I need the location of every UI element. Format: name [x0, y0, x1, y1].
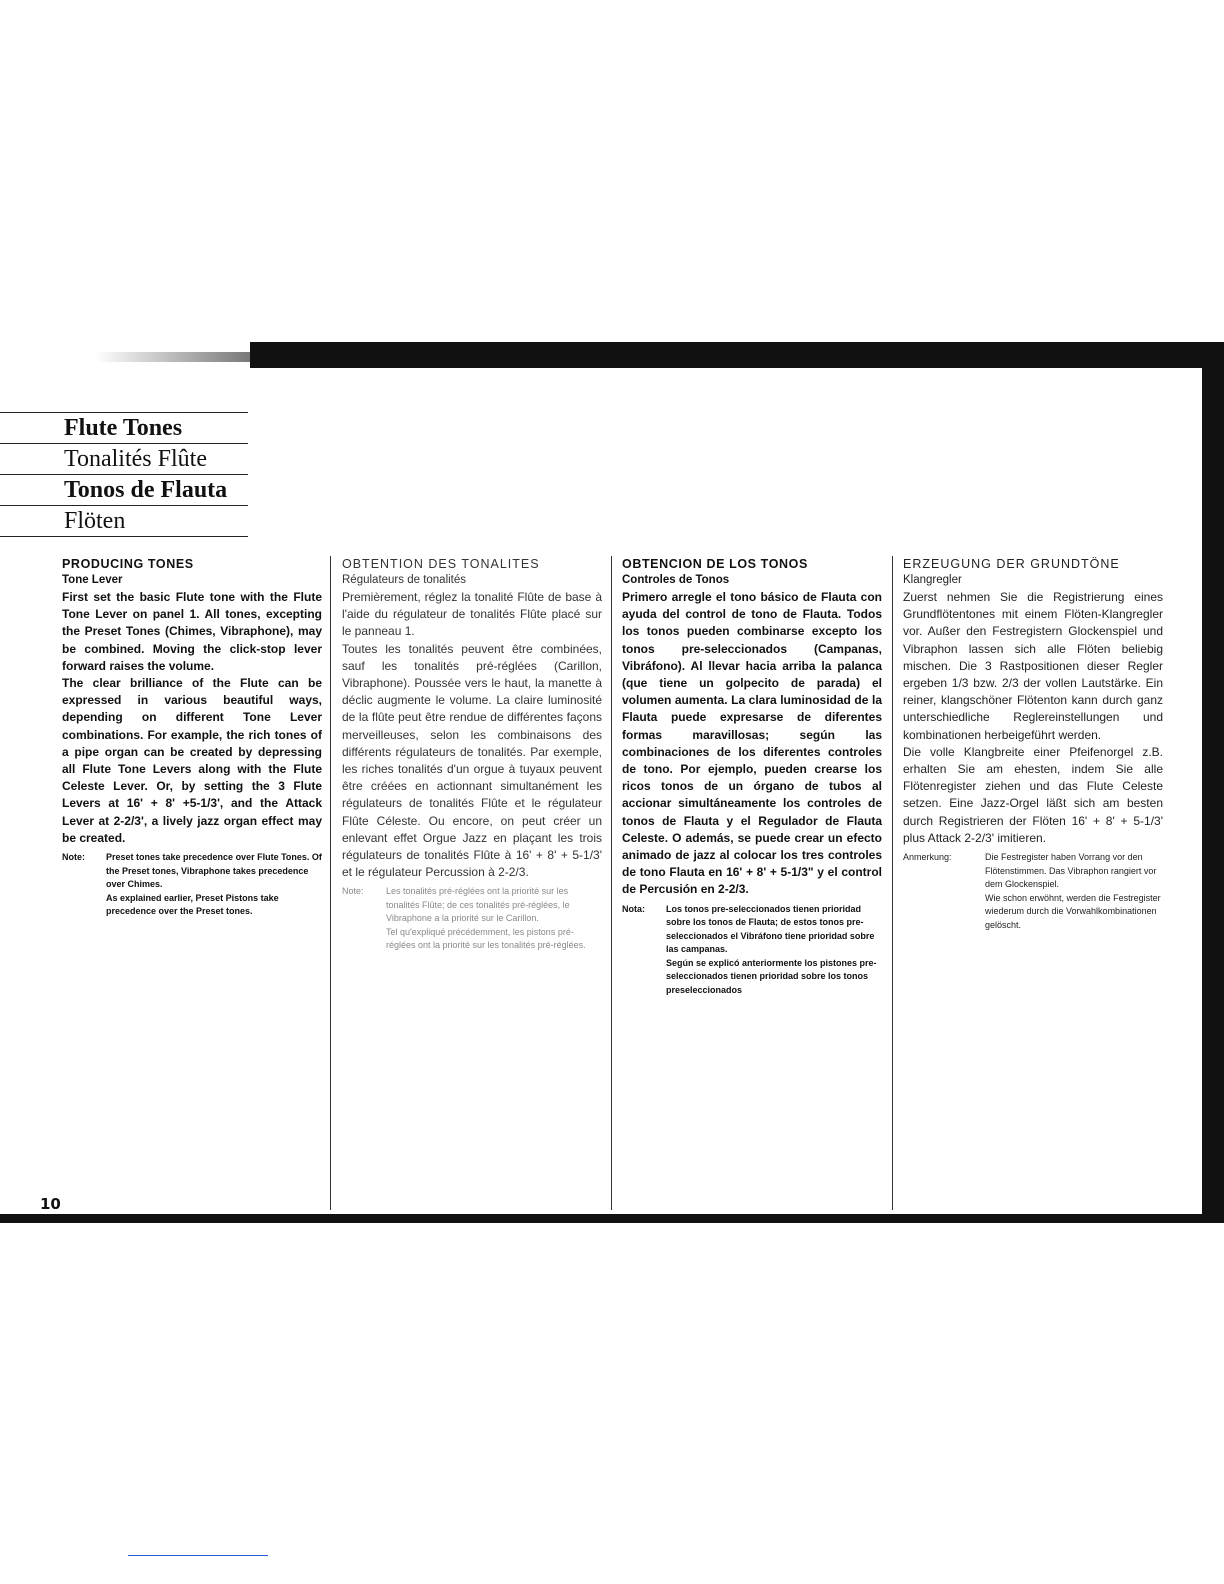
column-heading: OBTENCION DE LOS TONOS — [622, 557, 808, 571]
note — [62, 851, 322, 919]
paragraph: Toutes les tonalités peuvent être combinées, sauf les tonalités pré-réglées (Carillon, Vibraphone). Poussée vers le haut, la manette à déclic augmente le volume. La claire luminosité de la flûte peut être rendue de différentes façons merveilleuses, selon les combinaisons des différents régulateurs de tonalités. Par exemple, les riches tonalités d'un orgue à tuyaux peuvent être créées en actionnant simultanément les régulateurs de tonalités Flûte et le régulateur Flûte Céleste. Ou encore, on peut créer un enlevant effet Orgue Jazz en plaçant les trois régulateurs de tonalités Flûte à 16' + 8' + 5-1/3' et le régulateur Percussion à 2-2/3. — [342, 641, 602, 880]
note-paragraph: As explained earlier, Preset Pistons take precedence over the Preset tones. — [106, 892, 279, 917]
title-spanish — [0, 474, 248, 505]
column-divider — [611, 556, 612, 1210]
note-paragraph: Les tonalités pré-réglées ont la priorité sur les tonalités Flûte; de ces tonalités pré-réglées, le Vibraphone a la priorité sur le Carillon. — [386, 886, 570, 924]
note-body — [386, 885, 602, 953]
section-title-block — [0, 412, 248, 537]
title-french — [0, 443, 248, 474]
note-label: Note: — [342, 886, 364, 897]
paragraph: The clear brilliance of the Flute can be expressed in various beautiful ways, depending on different Tone Lever combinations. For example, the rich tones of a pipe organ can be created by depressing all Flute Tone Levers along with the Flute Celeste Lever. Or, by setting the 3 Flute Levers at 16' + 8' +5-1/3', and the Attack Lever at 2-2/3', a lively jazz organ effect may be created. — [62, 676, 322, 845]
paragraph: First set the basic Flute tone with the Flute Tone Lever on panel 1. All tones, excepting the Preset Tones (Chimes, Vibraphone), may be combined. Moving the click-stop lever forward raises the volume. — [62, 590, 322, 673]
column-subheading: Klangregler — [903, 574, 962, 586]
note-label: Anmerkung: — [903, 852, 952, 863]
title-spanish-text: Tonos de Flauta — [64, 477, 228, 503]
note-body — [106, 851, 322, 919]
column-spanish — [622, 556, 882, 997]
title-german — [0, 505, 248, 537]
note-paragraph: Tel qu'expliqué précédemment, les pistons pré-réglées ont la priorité sur les tonalités pré-réglées. — [386, 926, 586, 951]
note — [622, 903, 882, 998]
note-paragraph: Según se explicó anteriormente los pistones pre-seleccionados tienen prioridad sobre los tonos preseleccionados — [666, 957, 877, 995]
note — [903, 851, 1163, 932]
column-subheading: Controles de Tonos — [622, 574, 730, 586]
note-paragraph: Die Festregister haben Vorrang vor den Flötenstimmen. Das Vibraphon rangiert vor dem Glockenspiel. — [985, 852, 1157, 890]
title-german-text: Flöten — [64, 508, 126, 534]
paragraph: Primero arregle el tono básico de Flauta con ayuda del control de tono de Flauta. Todos los tonos pueden combinarse excepto los tonos pre-seleccionados (Campanas, Vibráfono). Al llevar hacia arriba la palanca (que tiene un golpecito de parada) el volumen aumenta. La clara luminosidad de la Flauta puede expresarse de diferentes formas maravillosas; según las combinaciones de los diferentes controles de tono. Por ejemplo, pueden crearse los ricos tonos de un órgano de tubos al accionar simultáneamente los controles de tonos de Flauta y el Regulador de Flauta Celeste. O además, se puede crear un efecto animado de jazz al colocar los tres controles de tono Flauta en 16' + 8' + 5-1/3" y el control de Percusión en 2-2/3. — [622, 590, 882, 897]
page-number: 10 — [40, 1195, 61, 1213]
header-bar — [250, 342, 1224, 368]
column-english — [62, 556, 322, 919]
column-divider — [892, 556, 893, 1210]
paragraph: Die volle Klangbreite einer Pfeifenorgel z.B. erhalten Sie am ehesten, indem Sie alle Flötenregister ziehen und das Flute Celeste setzen. Eine Jazz-Orgel läßt sich am besten durch Registrieren der Flöten 16' + 8' + 5-1/3' plus Attack 2-2/3' imitieren. — [903, 744, 1163, 845]
column-subheading: Régulateurs de tonalités — [342, 574, 467, 586]
title-english — [0, 412, 248, 443]
column-french — [342, 556, 602, 953]
note-body — [666, 903, 882, 998]
note-label: Note: — [62, 852, 85, 863]
column-subheading: Tone Lever — [62, 574, 123, 586]
page-edge-bar — [1202, 342, 1224, 1222]
paragraph: Zuerst nehmen Sie die Registrierung eines Grundflötentones mit einem Flöten-Klangregler vor. Außer den Festregistern Glockenspiel und Vibraphon lassen sich alle Flöten beliebig mischen. Die 3 Rastpositionen dieser Regler ergeben 1/3 bzw. 2/3 der vollen Lautstärke. Ein reiner, klangschöner Flötenton kann durch ganz unterschiedliche Reglereinstellungen und kombinationen herbeigeführt werden. — [903, 590, 1163, 742]
note-paragraph: Wie schon erwöhnt, werden die Festregister wiederum durch die Vorwahlkombinationen gelöscht. — [985, 892, 1161, 930]
note-paragraph: Preset tones take precedence over Flute Tones. Of the Preset tones, Vibraphone takes precedence over Chimes. — [106, 852, 322, 890]
footer-underline — [128, 1555, 268, 1556]
column-heading: OBTENTION DES TONALITES — [342, 557, 540, 571]
header-bar-fade — [95, 352, 255, 362]
note-label: Nota: — [622, 903, 645, 914]
column-heading: ERZEUGUNG DER GRUNDTÖNE — [903, 557, 1120, 571]
title-french-text: Tonalités Flûte — [64, 446, 207, 472]
column-divider — [330, 556, 331, 1210]
title-english-text: Flute Tones — [64, 415, 183, 441]
column-german — [903, 556, 1163, 932]
note-body — [969, 851, 1163, 932]
footer-bar — [0, 1214, 1224, 1223]
note — [342, 885, 602, 953]
column-heading: PRODUCING TONES — [62, 557, 194, 571]
paragraph: Premièrement, réglez la tonalité Flûte de base à l'aide du régulateur de tonalités Flûte placé sur le panneau 1. — [342, 590, 602, 639]
note-paragraph: Los tonos pre-seleccionados tienen prioridad sobre los tonos de Flauta; de estos tonos pre-seleccionados el Vibráfono tiene prioridad sobre las campanas. — [666, 903, 875, 955]
